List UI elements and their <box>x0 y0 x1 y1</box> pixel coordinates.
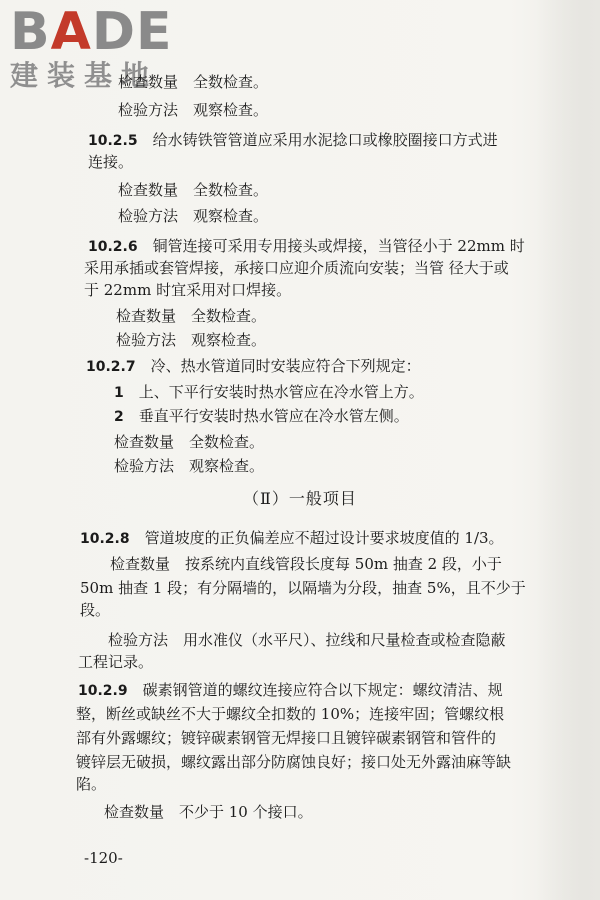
clause-10-2-7: 10.2.7 冷、热水管道同时安装应符合下列规定： <box>86 357 421 375</box>
text-line: 采用承插或套管焊接，承接口应迎介质流向安装；当管 径大于或 <box>84 259 509 277</box>
clause-item-2: 2 垂直平行安装时热水管应在冷水管左侧。 <box>114 407 409 425</box>
text-line: 检查数量 按系统内直线管段长度每 50m 抽查 2 段，小于 <box>110 555 502 573</box>
clause-10-2-9: 10.2.9 碳素钢管道的螺纹连接应符合以下规定：螺纹清洁、规 <box>78 681 503 699</box>
text-line: 检查数量 不少于 10 个接口。 <box>104 803 313 821</box>
logo-subtitle: 建装基地 <box>10 59 159 92</box>
section-heading: （Ⅱ）一般项目 <box>243 489 357 508</box>
text-line: 段。 <box>80 601 111 619</box>
text-line: 检查数量 全数检查。 <box>118 181 269 199</box>
text-line: 检查数量 全数检查。 <box>114 433 265 451</box>
clause-10-2-5: 10.2.5 给水铸铁管管道应采用水泥捻口或橡胶圈接口方式进 <box>88 131 498 149</box>
text-line: 检验方法 观察检查。 <box>118 207 269 225</box>
clause-item-1: 1 上、下平行安装时热水管应在冷水管上方。 <box>114 383 424 401</box>
text-line: 检验方法 用水准仪（水平尺）、拉线和尺量检查或检查隐蔽 <box>108 631 506 649</box>
text-line: 检验方法 观察检查。 <box>114 457 265 475</box>
text-line: 检验方法 观察检查。 <box>116 331 267 349</box>
page-edge-shadow <box>536 0 600 900</box>
text-line: 工程记录。 <box>78 653 154 671</box>
text-line: 50m 抽查 1 段；有分隔墙的，以隔墙为分段，抽查 5%，且不少于 <box>80 579 526 597</box>
text-line: 检查数量 全数检查。 <box>118 73 269 91</box>
text-line: 检验方法 观察检查。 <box>118 101 269 119</box>
text-line: 镀锌层无破损，螺纹露出部分防腐蚀良好；接口处无外露油麻等缺 <box>76 753 512 771</box>
clause-10-2-8: 10.2.8 管道坡度的正负偏差应不超过设计要求坡度值的 1/3。 <box>80 529 504 547</box>
logo-brand: BADE <box>10 2 173 62</box>
page-number: -120- <box>84 849 123 867</box>
text-line: 部有外露螺纹；镀锌碳素钢管无焊接口且镀锌碳素钢管和管件的 <box>76 729 497 747</box>
text-line: 检查数量 全数检查。 <box>116 307 267 325</box>
text-line: 陷。 <box>76 775 107 793</box>
clause-10-2-6: 10.2.6 铜管连接可采用专用接头或焊接，当管径小于 22mm 时 <box>88 237 525 255</box>
text-line: 连接。 <box>88 153 134 171</box>
text-line: 于 22mm 时宜采用对口焊接。 <box>84 281 292 299</box>
text-line: 整，断丝或缺丝不大于螺纹全扣数的 10%；连接牢固；管螺纹根 <box>76 705 505 723</box>
